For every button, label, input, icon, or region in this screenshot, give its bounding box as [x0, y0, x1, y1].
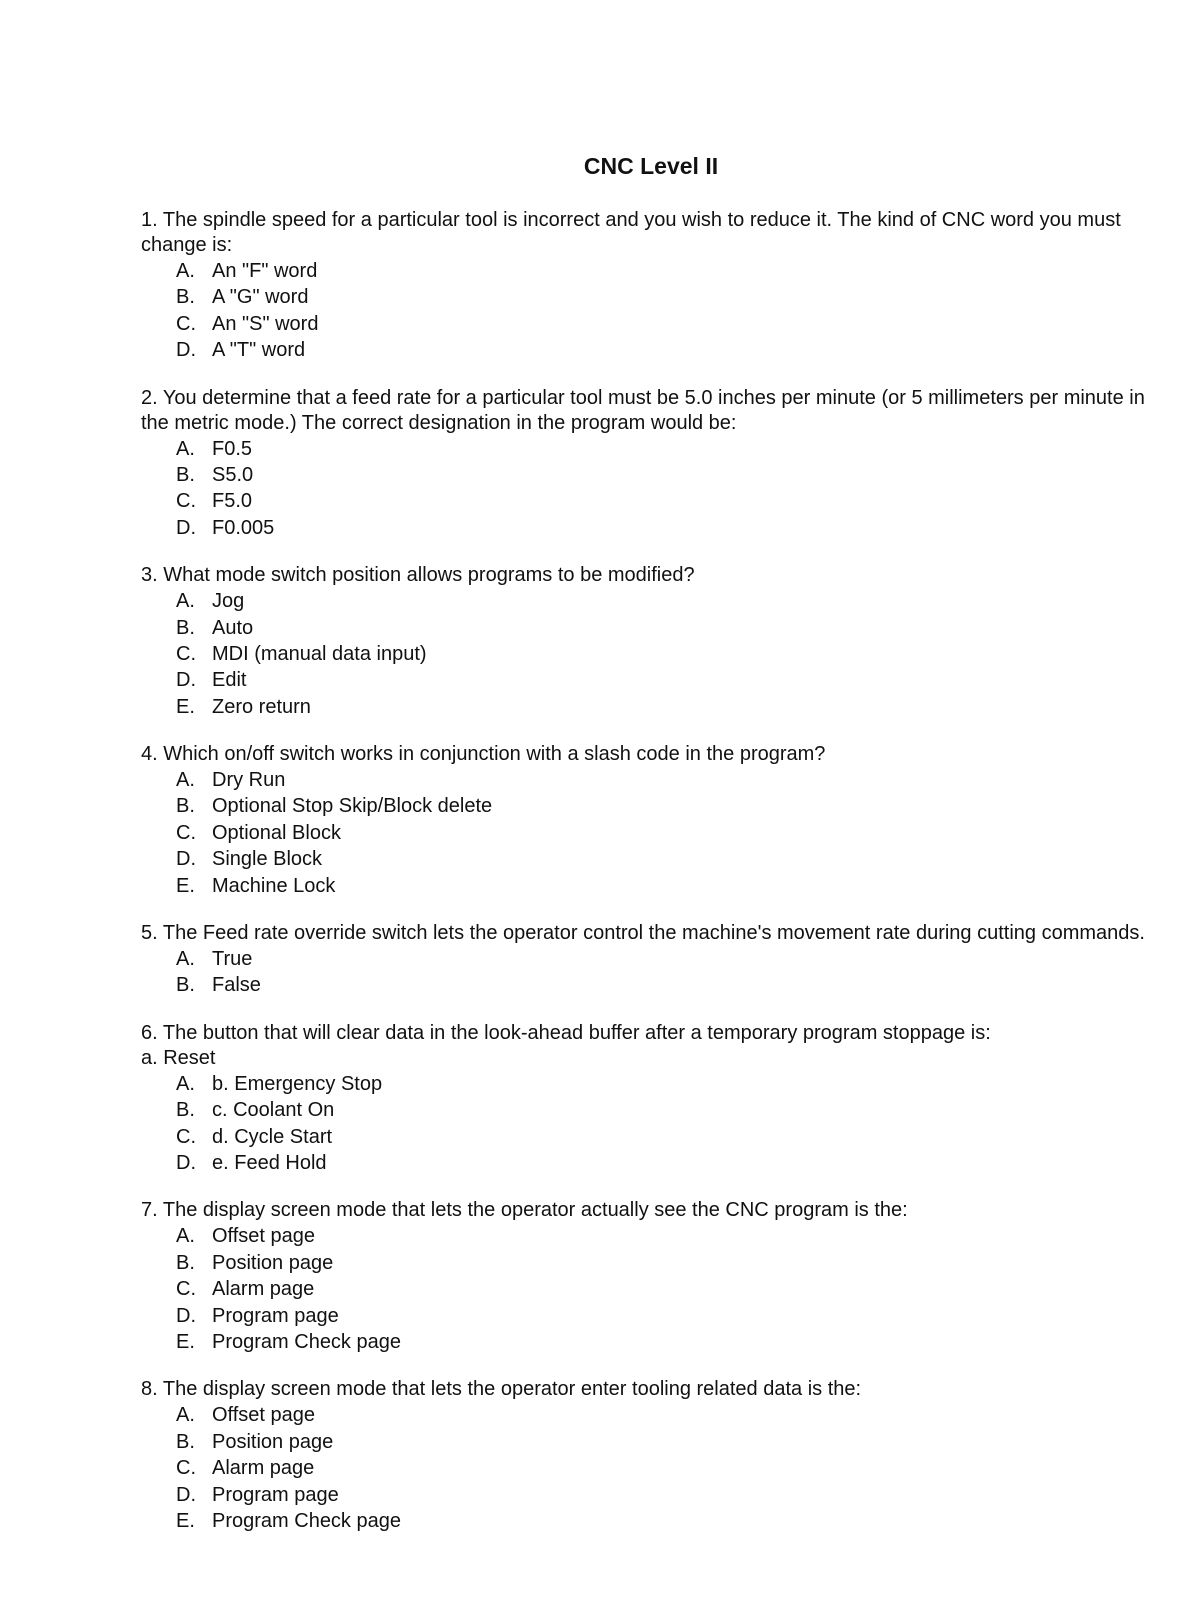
- option-letter: A.: [176, 437, 195, 460]
- option-text: Position page: [212, 1251, 334, 1274]
- option-letter: B.: [176, 795, 195, 818]
- option-letter: A.: [176, 769, 195, 792]
- question-5: [141, 921, 1161, 999]
- option-letter: B.: [176, 1099, 195, 1122]
- option-letter: D.: [176, 1304, 196, 1327]
- answer-option: [141, 1250, 1161, 1276]
- answer-option: [141, 588, 1161, 614]
- answer-options: [141, 1071, 1161, 1177]
- option-letter: B.: [176, 974, 195, 997]
- option-text: False: [212, 974, 261, 997]
- answer-option: [141, 1150, 1161, 1176]
- option-text: b. Emergency Stop: [212, 1072, 383, 1095]
- option-text: F0.5: [212, 437, 253, 460]
- option-letter: D.: [176, 1151, 196, 1174]
- answer-option: [141, 846, 1161, 872]
- answer-option: [141, 1429, 1161, 1455]
- answer-option: [141, 667, 1161, 693]
- option-letter: B.: [176, 616, 195, 639]
- option-text: A "G" word: [212, 286, 309, 309]
- option-letter: C.: [176, 312, 196, 335]
- option-text: Machine Lock: [212, 874, 336, 897]
- option-text: Program Check page: [212, 1330, 401, 1353]
- option-text: Auto: [212, 616, 254, 639]
- question-4: [141, 742, 1161, 899]
- answer-option: [141, 1124, 1161, 1150]
- answer-option: [141, 462, 1161, 488]
- option-letter: D.: [176, 516, 196, 539]
- option-letter: E.: [176, 874, 195, 897]
- question-text: 6. The button that will clear data in the look-ahead buffer after a temporary program stoppage is:: [141, 1021, 991, 1044]
- answer-option: [141, 1303, 1161, 1329]
- question-text: 5. The Feed rate override switch lets the operator control the machine's movement rate during cutting commands.: [141, 922, 1145, 945]
- option-text: True: [212, 948, 253, 971]
- option-letter: D.: [176, 669, 196, 692]
- answer-option: [141, 337, 1161, 363]
- option-text: e. Feed Hold: [212, 1151, 327, 1174]
- answer-option: [141, 284, 1161, 310]
- answer-options: [141, 588, 1161, 720]
- option-letter: B.: [176, 1251, 195, 1274]
- answer-option: [141, 820, 1161, 846]
- answer-option: [141, 1097, 1161, 1123]
- option-text: Dry Run: [212, 769, 286, 792]
- question-text: 8. The display screen mode that lets the operator enter tooling related data is the:: [141, 1378, 862, 1401]
- option-letter: A.: [176, 260, 195, 282]
- option-text: Zero return: [212, 695, 311, 718]
- answer-options: [141, 767, 1161, 899]
- option-text: d. Cycle Start: [212, 1125, 333, 1148]
- option-letter: A.: [176, 1225, 195, 1248]
- answer-option: [141, 694, 1161, 720]
- option-text: F5.0: [212, 490, 253, 513]
- answer-option: [141, 1482, 1161, 1508]
- option-letter: A.: [176, 948, 195, 971]
- answer-options: [141, 1402, 1161, 1534]
- answer-options: [141, 436, 1161, 542]
- answer-option: [141, 1329, 1161, 1355]
- option-letter: A.: [176, 1404, 195, 1427]
- option-letter: C.: [176, 1457, 196, 1480]
- option-letter: C.: [176, 642, 196, 665]
- option-letter: D.: [176, 1483, 196, 1506]
- question-8: [141, 1377, 1161, 1534]
- option-text: c. Coolant On: [212, 1099, 335, 1122]
- option-text: F0.005: [212, 516, 275, 539]
- answer-option: [141, 1402, 1161, 1428]
- option-text: Optional Stop Skip/Block delete: [212, 795, 493, 818]
- question-text: 2. You determine that a feed rate for a particular tool must be 5.0 inches per minute (or 5 millimeters per minute in the metric mode.) The correct designation in the program would be:: [141, 386, 1145, 434]
- answer-option: [141, 1223, 1161, 1249]
- document-title: CNC Level II: [583, 153, 719, 179]
- option-text: Program page: [212, 1304, 339, 1327]
- option-letter: D.: [176, 339, 196, 362]
- question-1: [141, 208, 1161, 364]
- option-text: A "T" word: [212, 339, 306, 362]
- option-text: Alarm page: [212, 1278, 315, 1301]
- option-letter: C.: [176, 490, 196, 513]
- answer-option: [141, 1508, 1161, 1534]
- option-text: Edit: [212, 669, 247, 692]
- answer-option: [141, 1455, 1161, 1481]
- option-text: Jog: [212, 590, 245, 613]
- question-text: 1. The spindle speed for a particular tool is incorrect and you wish to reduce it. The kind of CNC word you must change is:: [141, 209, 1121, 256]
- question-text: 3. What mode switch position allows programs to be modified?: [141, 564, 695, 587]
- question-6: [141, 1021, 1161, 1177]
- option-text: MDI (manual data input): [212, 642, 427, 665]
- answer-option: [141, 258, 1161, 284]
- question-3: [141, 563, 1161, 720]
- option-letter: A.: [176, 1072, 195, 1095]
- answer-option: [141, 311, 1161, 337]
- option-text: Program page: [212, 1483, 339, 1506]
- answer-option: [141, 641, 1161, 667]
- option-letter: B.: [176, 463, 195, 486]
- answer-option: [141, 1276, 1161, 1302]
- answer-options: [141, 258, 1161, 364]
- option-text: Offset page: [212, 1225, 316, 1248]
- option-letter: E.: [176, 1509, 195, 1532]
- option-text: Offset page: [212, 1404, 316, 1427]
- option-letter: E.: [176, 695, 195, 718]
- answer-option: [141, 793, 1161, 819]
- option-letter: B.: [176, 286, 195, 309]
- option-text: Program Check page: [212, 1509, 401, 1532]
- question-lead-line: a. Reset: [141, 1046, 216, 1069]
- question-text: 7. The display screen mode that lets the operator actually see the CNC program is the:: [141, 1199, 908, 1222]
- option-letter: D.: [176, 848, 196, 871]
- option-text: Alarm page: [212, 1457, 315, 1480]
- option-letter: C.: [176, 1125, 196, 1148]
- option-letter: C.: [176, 821, 196, 844]
- question-7: [141, 1198, 1161, 1355]
- answer-option: [141, 615, 1161, 641]
- answer-option: [141, 767, 1161, 793]
- answer-option: [141, 873, 1161, 899]
- answer-option: [141, 1071, 1161, 1097]
- question-list: [141, 208, 1161, 1556]
- option-letter: B.: [176, 1430, 195, 1453]
- option-text: An "F" word: [212, 260, 318, 282]
- option-letter: C.: [176, 1278, 196, 1301]
- option-text: Position page: [212, 1430, 334, 1453]
- answer-option: [141, 515, 1161, 541]
- answer-option: [141, 436, 1161, 462]
- option-text: Single Block: [212, 848, 323, 871]
- answer-options: [141, 1223, 1161, 1355]
- question-2: [141, 386, 1161, 542]
- option-letter: A.: [176, 590, 195, 613]
- option-text: Optional Block: [212, 821, 341, 844]
- answer-option: [141, 488, 1161, 514]
- answer-option: [141, 972, 1161, 998]
- option-letter: E.: [176, 1330, 195, 1353]
- option-text: An "S" word: [212, 312, 319, 335]
- answer-option: [141, 946, 1161, 972]
- answer-options: [141, 946, 1161, 999]
- option-text: S5.0: [212, 463, 254, 486]
- question-text: 4. Which on/off switch works in conjunction with a slash code in the program?: [141, 743, 826, 766]
